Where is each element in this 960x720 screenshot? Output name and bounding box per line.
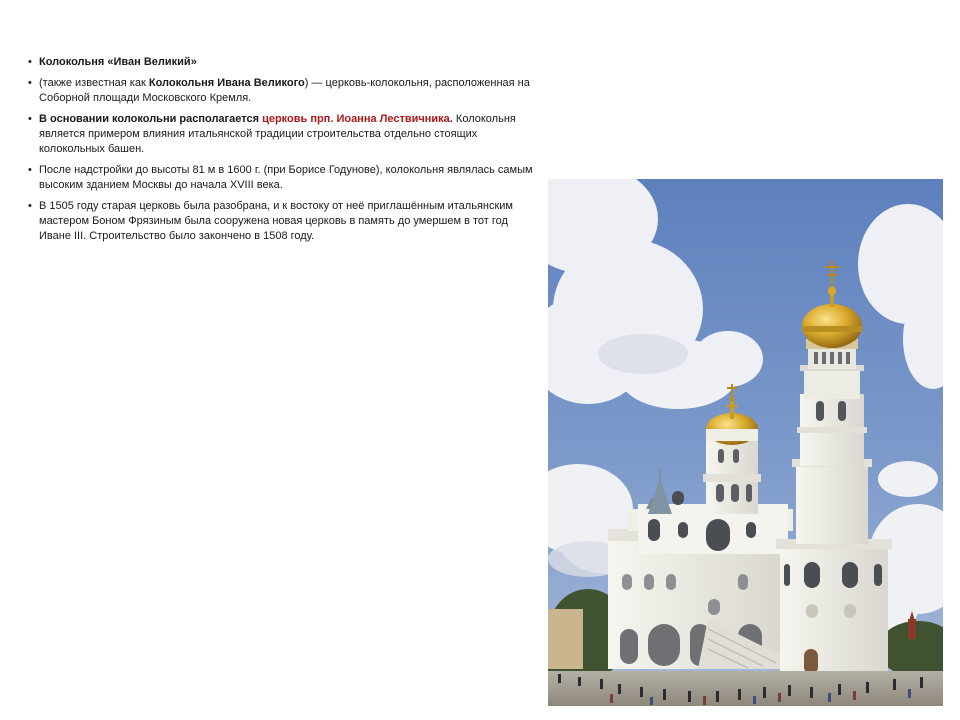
bell-tower-photo bbox=[548, 179, 943, 706]
bullet-item bbox=[28, 112, 540, 157]
bullet-title: Колокольня «Иван Великий» bbox=[39, 56, 197, 68]
bullet-bold-text: В основании колокольни располагается bbox=[39, 113, 263, 125]
bullet-item bbox=[28, 199, 540, 244]
text-block bbox=[28, 55, 540, 250]
bullet-list bbox=[28, 55, 540, 244]
bullet-item bbox=[28, 76, 540, 106]
bullet-text: После надстройки до высоты 81 м в 1600 г. (при Борисе Годунове), колокольня являлась самым высоким зданием Москвы до начала XVIII века. bbox=[39, 164, 533, 191]
bullet-text: В 1505 году старая церковь была разобрана, и к востоку от неё приглашённым итальянским мастером Боном Фрязиным была сооружена новая церковь в память до умершем в тот год Иване III. Строительство было закончено в 1508 году. bbox=[39, 200, 513, 242]
bullet-text: ) — церковь-колокольня, расположенная на Соборной площади Московского Кремля. bbox=[39, 77, 530, 104]
bullet-text: (также известная как bbox=[39, 77, 149, 89]
bullet-text: Колокольня является примером влияния итальянской традиции строительства отдельно стоящих колокольных башен. bbox=[39, 113, 516, 155]
church-link[interactable]: церковь прп. Иоанна Лествичника bbox=[262, 113, 450, 125]
bullet-item bbox=[28, 55, 540, 70]
photo-illustration bbox=[548, 179, 943, 706]
bullet-item bbox=[28, 163, 540, 193]
bullet-bold-text: Колокольня Ивана Великого bbox=[148, 77, 305, 89]
bullet-bold-text: . bbox=[449, 113, 453, 125]
